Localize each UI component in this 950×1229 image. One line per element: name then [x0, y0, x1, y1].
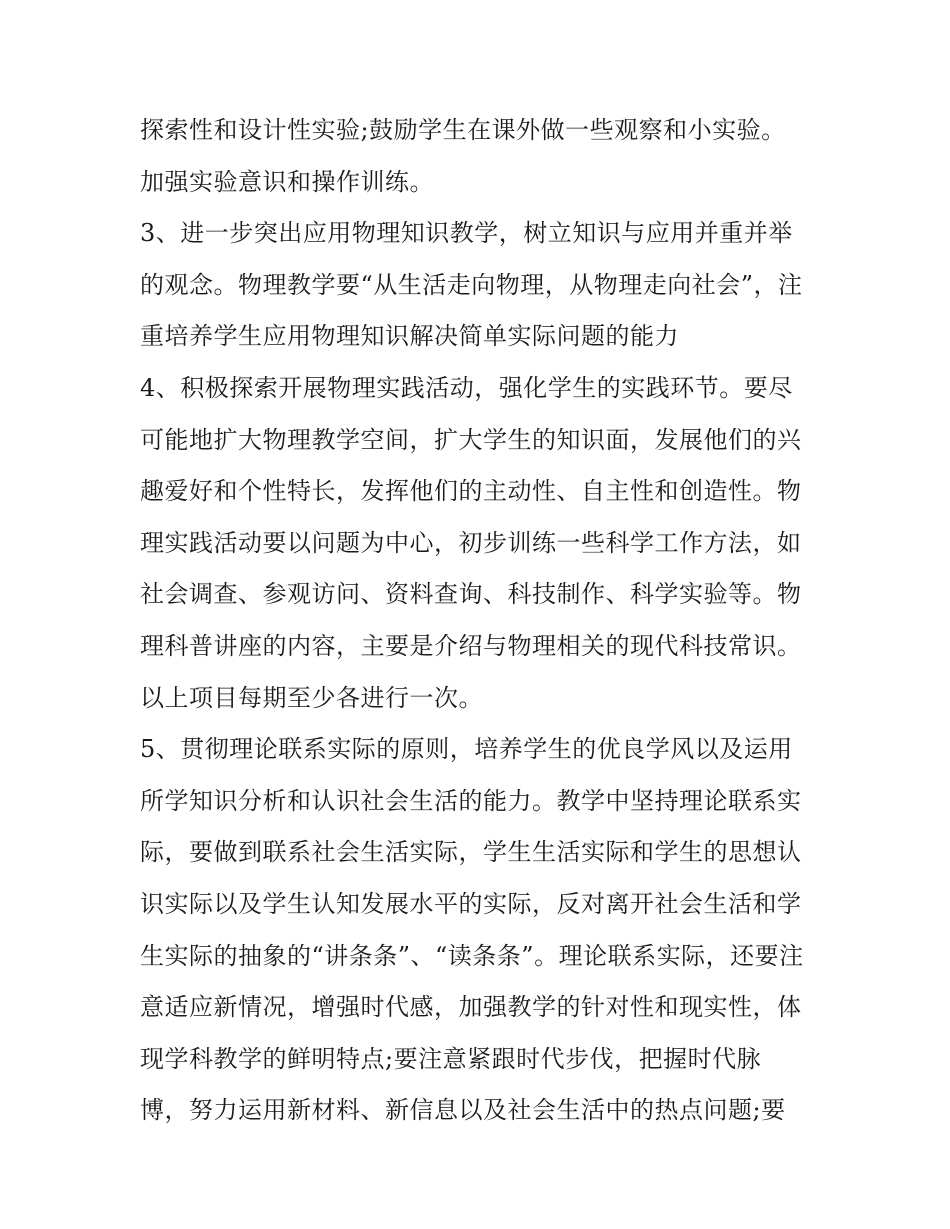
text-line: 可能地扩大物理教学空间，扩大学生的知识面，发展他们的兴 — [140, 425, 802, 454]
text-line: 社会调查、参观访问、资料查询、科技制作、科学实验等。物 — [140, 580, 802, 609]
text-line: 际，要做到联系社会生活实际，学生生活实际和学生的思想认 — [140, 838, 802, 867]
text-line: 理科普讲座的内容，主要是介绍与物理相关的现代科技常识。 — [140, 631, 802, 660]
text-line: 3、进一步突出应用物理知识教学，树立知识与应用并重并举 — [140, 219, 793, 248]
text-line: 的观念。物理教学要“从生活走向物理，从物理走向社会”，注 — [140, 270, 803, 299]
text-line: 4、积极探索开展物理实践活动，强化学生的实践环节。要尽 — [140, 373, 793, 402]
text-line: 所学知识分析和认识社会生活的能力。教学中坚持理论联系实 — [140, 786, 802, 815]
text-line: 生实际的抽象的“讲条条”、“读条条”。理论联系实际，还要注 — [140, 941, 804, 970]
text-line: 意适应新情况，增强时代感，加强教学的针对性和现实性，体 — [140, 993, 802, 1022]
text-line: 理实践活动要以问题为中心，初步训练一些科学工作方法，如 — [140, 528, 802, 557]
text-line: 重培养学生应用物理知识解决简单实际问题的能力 — [140, 322, 679, 351]
document-body — [140, 105, 830, 1137]
text-line: 现学科教学的鲜明特点;要注意紧跟时代步伐，把握时代脉 — [140, 1044, 762, 1073]
text-line: 加强实验意识和操作训练。 — [140, 167, 434, 196]
text-line: 以上项目每期至少各进行一次。 — [140, 683, 483, 712]
text-line: 5、贯彻理论联系实际的原则，培养学生的优良学风以及运用 — [140, 735, 793, 764]
text-line: 识实际以及学生认知发展水平的实际，反对离开社会生活和学 — [140, 889, 802, 918]
text-line: 探索性和设计性实验;鼓励学生在课外做一些观察和小实验。 — [140, 116, 786, 144]
text-line: 博，努力运用新材料、新信息以及社会生活中的热点问题;要 — [140, 1096, 786, 1125]
text-line: 趣爱好和个性特长，发挥他们的主动性、自主性和创造性。物 — [140, 477, 802, 506]
